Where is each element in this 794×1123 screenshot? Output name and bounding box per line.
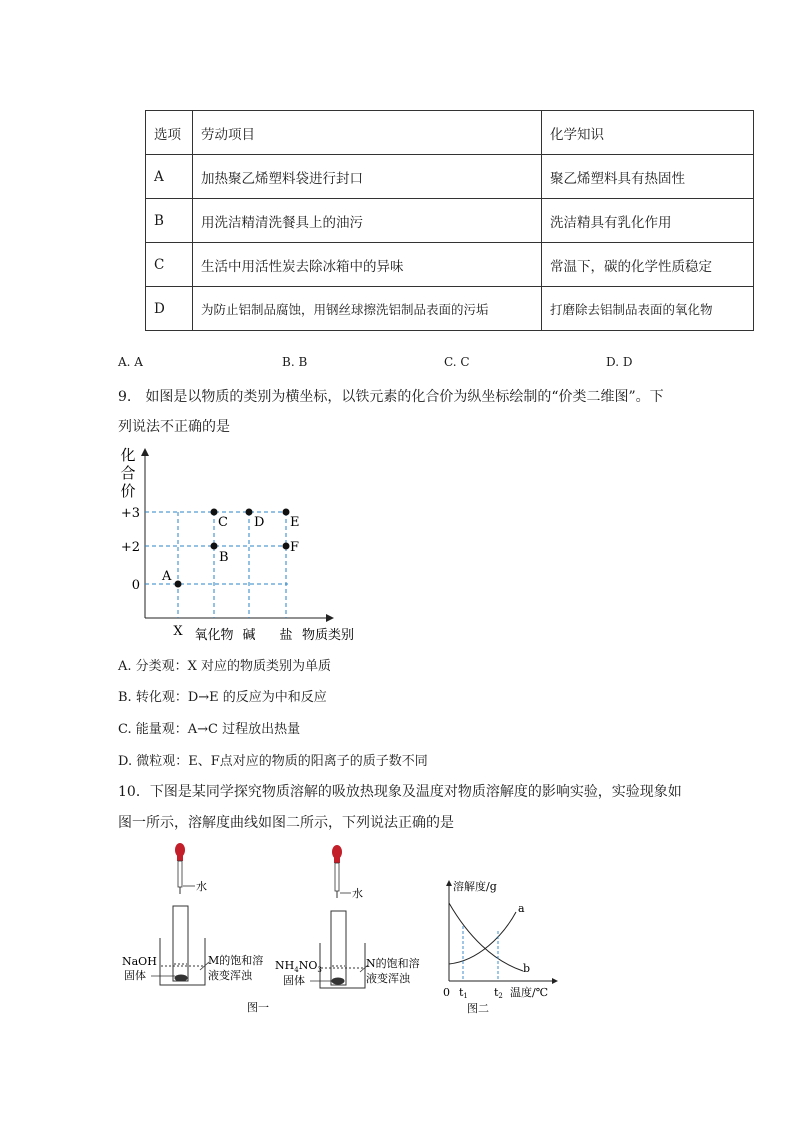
table-row [146, 243, 754, 287]
q9-option-b[interactable]: B. 转化观：D→E 的反应为中和反应 [118, 690, 327, 705]
table-cell: B [146, 199, 193, 243]
y-tick-label: +3 [120, 506, 140, 521]
table-cell: C [146, 243, 193, 287]
table-cell: 用洗洁精清洗餐具上的油污 [193, 199, 542, 243]
q10-stem-line2: 图一所示，溶解度曲线如图二所示，下列说法正确的是 [118, 815, 454, 831]
x-tick-label: 氧化物 [194, 628, 234, 643]
table-cell: 为防止铝制品腐蚀，用钢丝球擦洗铝制品表面的污垢 [193, 287, 542, 331]
y-axis-label-1: 化 [120, 446, 136, 464]
figure-2-caption: 图二 [467, 1002, 489, 1015]
table-cell: D [146, 287, 193, 331]
q9-option-c[interactable]: C. 能量观：A→C 过程放出热量 [118, 722, 301, 737]
y-tick-label: +2 [120, 540, 140, 555]
curve-b-label: b [523, 962, 531, 975]
q8-table [145, 110, 754, 331]
table-header-cell: 化学知识 [542, 111, 754, 155]
point-label-e: E [290, 515, 300, 530]
water-label: 水 [352, 887, 363, 900]
y-axis-label-3: 价 [120, 482, 136, 500]
table-cell: A [146, 155, 193, 199]
point-label-a: A [162, 569, 172, 584]
note-label: 液变浑浊 [208, 969, 252, 982]
table-row [146, 111, 754, 155]
point-label-d: D [254, 515, 265, 530]
solid-label: 固体 [283, 974, 305, 987]
x-tick-label: X [173, 624, 183, 639]
chart-point [211, 543, 218, 550]
curve-a-label: a [518, 902, 525, 915]
origin-label: 0 [443, 986, 450, 999]
q10-stem-line1: 10．下图是某同学探究物质溶解的吸放热现象及温度对物质溶解度的影响实验，实验现象如 [118, 784, 682, 800]
water-label: 水 [196, 880, 207, 893]
curve-b-line [449, 903, 523, 971]
point-label-b: B [219, 550, 229, 565]
table-header-cell: 选项 [146, 111, 193, 155]
table-cell: 洗洁精具有乳化作用 [542, 199, 754, 243]
figure-1-caption: 图一 [247, 1001, 269, 1014]
table-cell: 生活中用活性炭去除冰箱中的异味 [193, 243, 542, 287]
chart-point [175, 581, 182, 588]
chart-point [211, 509, 218, 516]
x-axis-label: 物质类别 [301, 628, 355, 643]
chart-point [246, 509, 253, 516]
q8-option-d[interactable]: D. D [606, 355, 633, 369]
x-tick-label: 盐 [279, 628, 293, 643]
solid-label: NaOH [122, 955, 157, 968]
q9-option-a[interactable]: A. 分类观：X 对应的物质类别为单质 [118, 659, 332, 674]
table-row [146, 287, 754, 331]
q9-stem-line2: 列说法不正确的是 [118, 419, 230, 435]
dropper-icon [332, 845, 342, 898]
table-cell: 打磨除去铝制品表面的氧化物 [542, 287, 754, 331]
table-cell: 加热聚乙烯塑料袋进行封口 [193, 155, 542, 199]
beaker-icon [320, 911, 365, 988]
table-cell: 聚乙烯塑料具有热固性 [542, 155, 754, 199]
table-cell: 常温下，碳的化学性质稳定 [542, 243, 754, 287]
y-axis-label-2: 合 [120, 464, 136, 482]
chart-point [283, 543, 290, 550]
point-label-f: F [290, 540, 300, 555]
table-row [146, 199, 754, 243]
y-axis-label: 溶解度/g [453, 880, 497, 893]
t1-label: t1 [459, 986, 468, 1000]
q8-option-b[interactable]: B. B [282, 355, 308, 369]
note-label: 液变浑浊 [366, 972, 410, 985]
beaker-icon [160, 906, 205, 985]
table-header-cell: 劳动项目 [193, 111, 542, 155]
figure-1-beakers [115, 838, 430, 1023]
note-label: N的饱和溶 [366, 957, 420, 970]
y-tick-label: 0 [131, 578, 140, 593]
q9-stem-line1: 9. 如图是以物质的类别为横坐标，以铁元素的化合价为纵坐标绘制的“价类二维图”。下 [118, 389, 664, 405]
x-tick-label: 碱 [242, 628, 256, 643]
q8-option-c[interactable]: C. C [444, 355, 470, 369]
point-label-c: C [218, 515, 228, 530]
x-axis-label: 温度/℃ [510, 986, 549, 999]
q9-option-d[interactable]: D. 微粒观：E、F点对应的物质的阳离子的质子数不同 [118, 754, 428, 769]
valence-category-chart [110, 438, 380, 648]
dashed-gridlines [145, 512, 288, 618]
q8-option-a[interactable]: A. A [118, 355, 143, 369]
table-row [146, 155, 754, 199]
t2-label: t2 [494, 986, 503, 1000]
solid-label: 固体 [124, 969, 146, 982]
note-label: M的饱和溶 [208, 954, 264, 967]
figure-2-solubility-chart [438, 876, 563, 1016]
chart-point [283, 509, 290, 516]
solid-label: $NH_4NO_3$ [275, 959, 322, 974]
